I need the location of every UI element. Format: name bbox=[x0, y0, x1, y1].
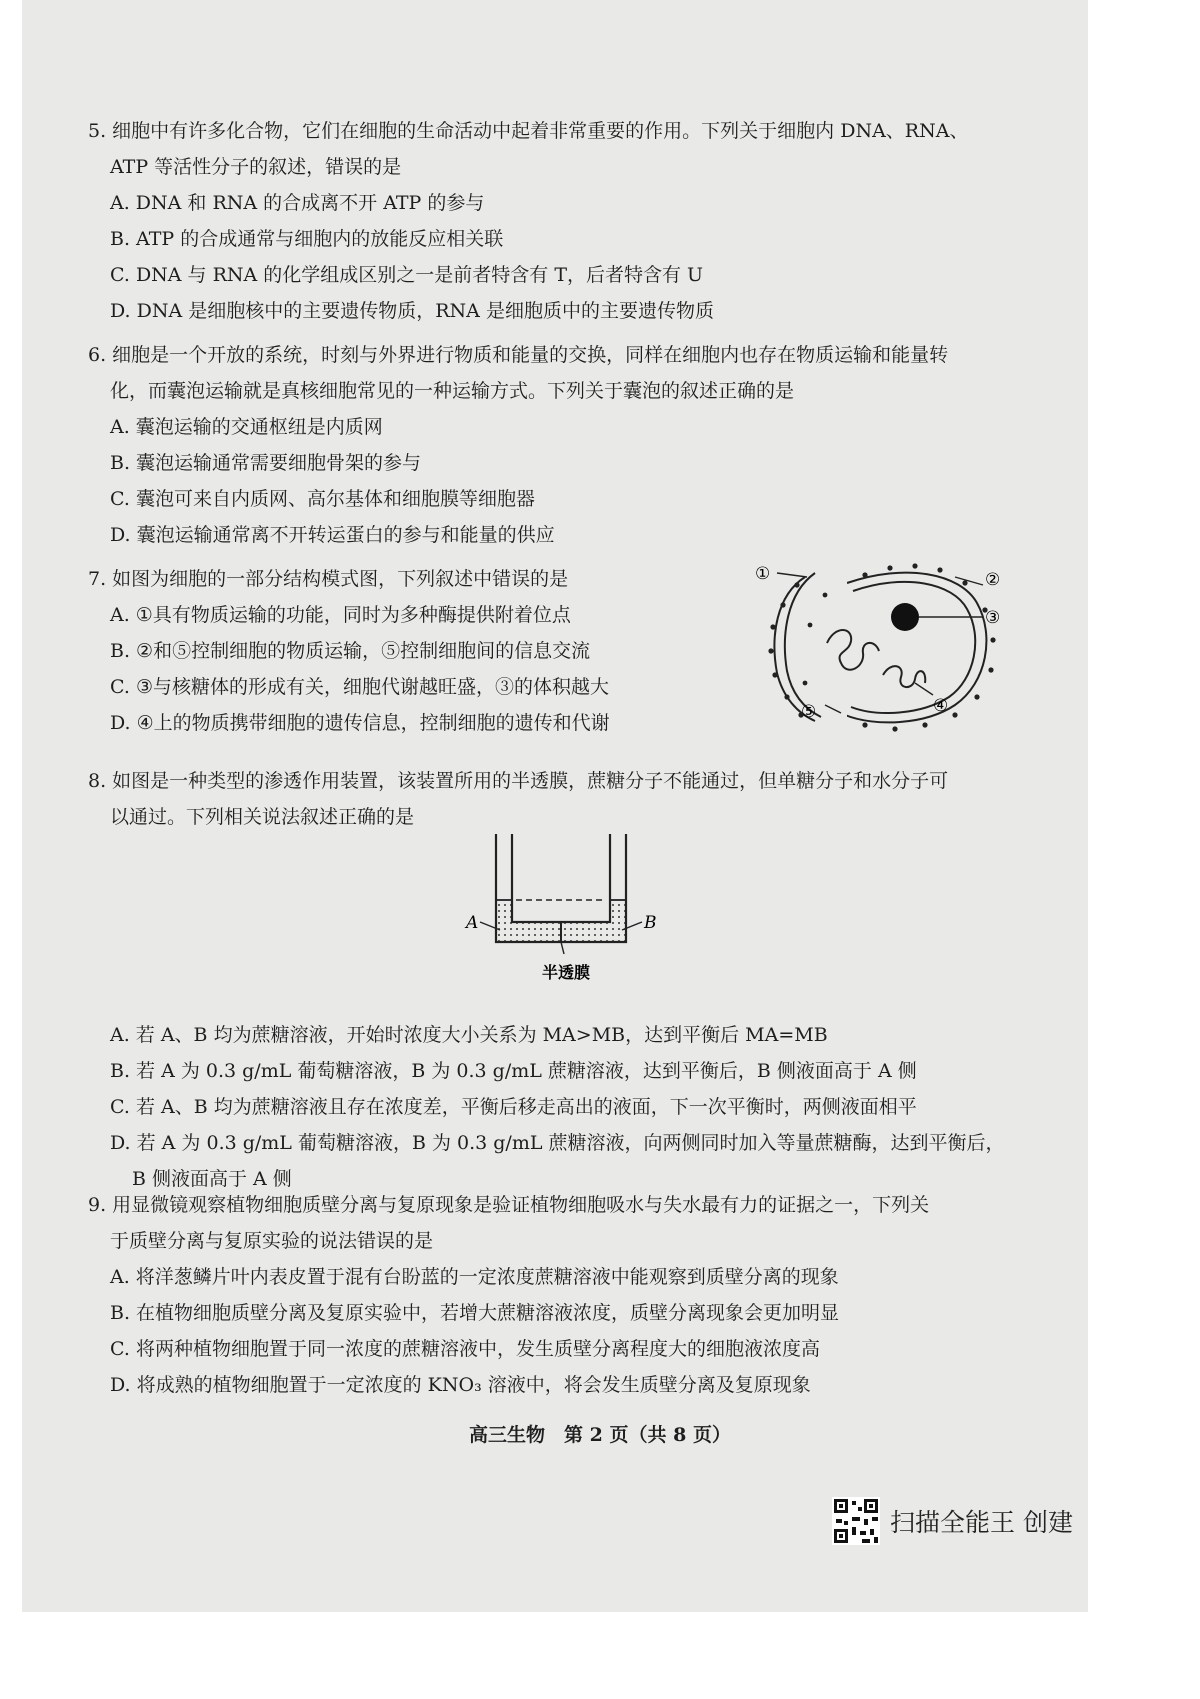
question-8 bbox=[88, 768, 1018, 830]
option-d: D. ④上的物质携带细胞的遗传信息，控制细胞的遗传和代谢 bbox=[110, 712, 610, 734]
question-stem-continued: ATP 等活性分子的叙述，错误的是 bbox=[110, 156, 402, 178]
option-a: A. ①具有物质运输的功能，同时为多种酶提供附着位点 bbox=[110, 604, 571, 626]
question-stem-continued: 于质壁分离与复原实验的说法错误的是 bbox=[110, 1230, 434, 1252]
question-9 bbox=[88, 1192, 1018, 1398]
figure-label-4: ④ bbox=[933, 696, 949, 716]
option-c: C. 囊泡可来自内质网、高尔基体和细胞膜等细胞器 bbox=[110, 488, 535, 510]
question-stem: 5. 细胞中有许多化合物，它们在细胞的生命活动中起着非常重要的作用。下列关于细胞内 DNA、RNA、 bbox=[88, 120, 969, 142]
option-b: B. 囊泡运输通常需要细胞骨架的参与 bbox=[110, 452, 422, 474]
figure-label-2: ② bbox=[985, 570, 1001, 590]
option-a: A. 将洋葱鳞片叶内表皮置于混有台盼蓝的一定浓度蔗糖溶液中能观察到质壁分离的现象 bbox=[110, 1266, 839, 1288]
question-8-options bbox=[88, 1022, 1018, 1192]
qr-code-icon bbox=[832, 1497, 880, 1545]
label-a: A bbox=[466, 913, 479, 933]
option-d: D. DNA 是细胞核中的主要遗传物质，RNA 是细胞质中的主要遗传物质 bbox=[110, 300, 714, 322]
option-a: A. 若 A、B 均为蔗糖溶液，开始时浓度大小关系为 MA>MB，达到平衡后 MA=MB bbox=[110, 1024, 828, 1046]
question-stem: 6. 细胞是一个开放的系统，时刻与外界进行物质和能量的交换，同样在细胞内也存在物质运输和能量转 bbox=[88, 344, 949, 366]
option-d-continued: B 侧液面高于 A 侧 bbox=[132, 1168, 292, 1190]
option-b: B. 若 A 为 0.3 g/mL 葡萄糖溶液，B 为 0.3 g/mL 蔗糖溶液，达到平衡后，B 侧液面高于 A 侧 bbox=[110, 1060, 917, 1082]
figure-label-5: ⑤ bbox=[801, 702, 817, 722]
question-stem-continued: 以通过。下列相关说法叙述正确的是 bbox=[110, 806, 415, 828]
option-b: B. ②和⑤控制细胞的物质运输，⑤控制细胞间的信息交流 bbox=[110, 640, 591, 662]
option-d: D. 囊泡运输通常离不开转运蛋白的参与和能量的供应 bbox=[110, 524, 555, 546]
option-d: D. 将成熟的植物细胞置于一定浓度的 KNO₃ 溶液中，将会发生质壁分离及复原现象 bbox=[110, 1374, 811, 1396]
nucleus-structure-figure bbox=[755, 555, 1015, 735]
option-c: C. ③与核糖体的形成有关，细胞代谢越旺盛，③的体积越大 bbox=[110, 676, 609, 698]
figure-label-1: ① bbox=[755, 564, 771, 584]
option-d: D. 若 A 为 0.3 g/mL 葡萄糖溶液，B 为 0.3 g/mL 蔗糖溶液，向两侧同时加入等量蔗糖酶，达到平衡后， bbox=[110, 1132, 1005, 1154]
option-b: B. ATP 的合成通常与细胞内的放能反应相关联 bbox=[110, 228, 504, 250]
page-footer: 高三生物 第 2 页（共 8 页） bbox=[469, 1424, 731, 1446]
question-stem: 8. 如图是一种类型的渗透作用装置，该装置所用的半透膜，蔗糖分子不能通过，但单糖分子和水分子可 bbox=[88, 770, 949, 792]
figure-label-3: ③ bbox=[985, 608, 1001, 628]
option-c: C. 将两种植物细胞置于同一浓度的蔗糖溶液中，发生质壁分离程度大的细胞液浓度高 bbox=[110, 1338, 820, 1360]
u-tube-osmosis-figure bbox=[460, 830, 670, 990]
option-c: C. 若 A、B 均为蔗糖溶液且存在浓度差，平衡后移走高出的液面，下一次平衡时，两侧液面相平 bbox=[110, 1096, 917, 1118]
scanner-label: 扫描全能王 创建 bbox=[890, 1508, 1073, 1537]
question-6 bbox=[88, 342, 1018, 548]
question-stem: 9. 用显微镜观察植物细胞质壁分离与复原现象是验证植物细胞吸水与失水最有力的证据之一，下列关 bbox=[88, 1194, 930, 1216]
label-b: B bbox=[644, 913, 657, 933]
scanner-watermark bbox=[832, 1497, 1073, 1545]
option-c: C. DNA 与 RNA 的化学组成区别之一是前者特含有 T，后者特含有 U bbox=[110, 264, 704, 286]
option-b: B. 在植物细胞质壁分离及复原实验中，若增大蔗糖溶液浓度，质壁分离现象会更加明显 bbox=[110, 1302, 840, 1324]
option-a: A. 囊泡运输的交通枢纽是内质网 bbox=[110, 416, 383, 438]
question-5 bbox=[88, 118, 1018, 324]
question-stem: 7. 如图为细胞的一部分结构模式图，下列叙述中错误的是 bbox=[88, 568, 569, 590]
membrane-caption: 半透膜 bbox=[542, 963, 591, 982]
question-stem-continued: 化，而囊泡运输就是真核细胞常见的一种运输方式。下列关于囊泡的叙述正确的是 bbox=[110, 380, 795, 402]
option-a: A. DNA 和 RNA 的合成离不开 ATP 的参与 bbox=[110, 192, 485, 214]
